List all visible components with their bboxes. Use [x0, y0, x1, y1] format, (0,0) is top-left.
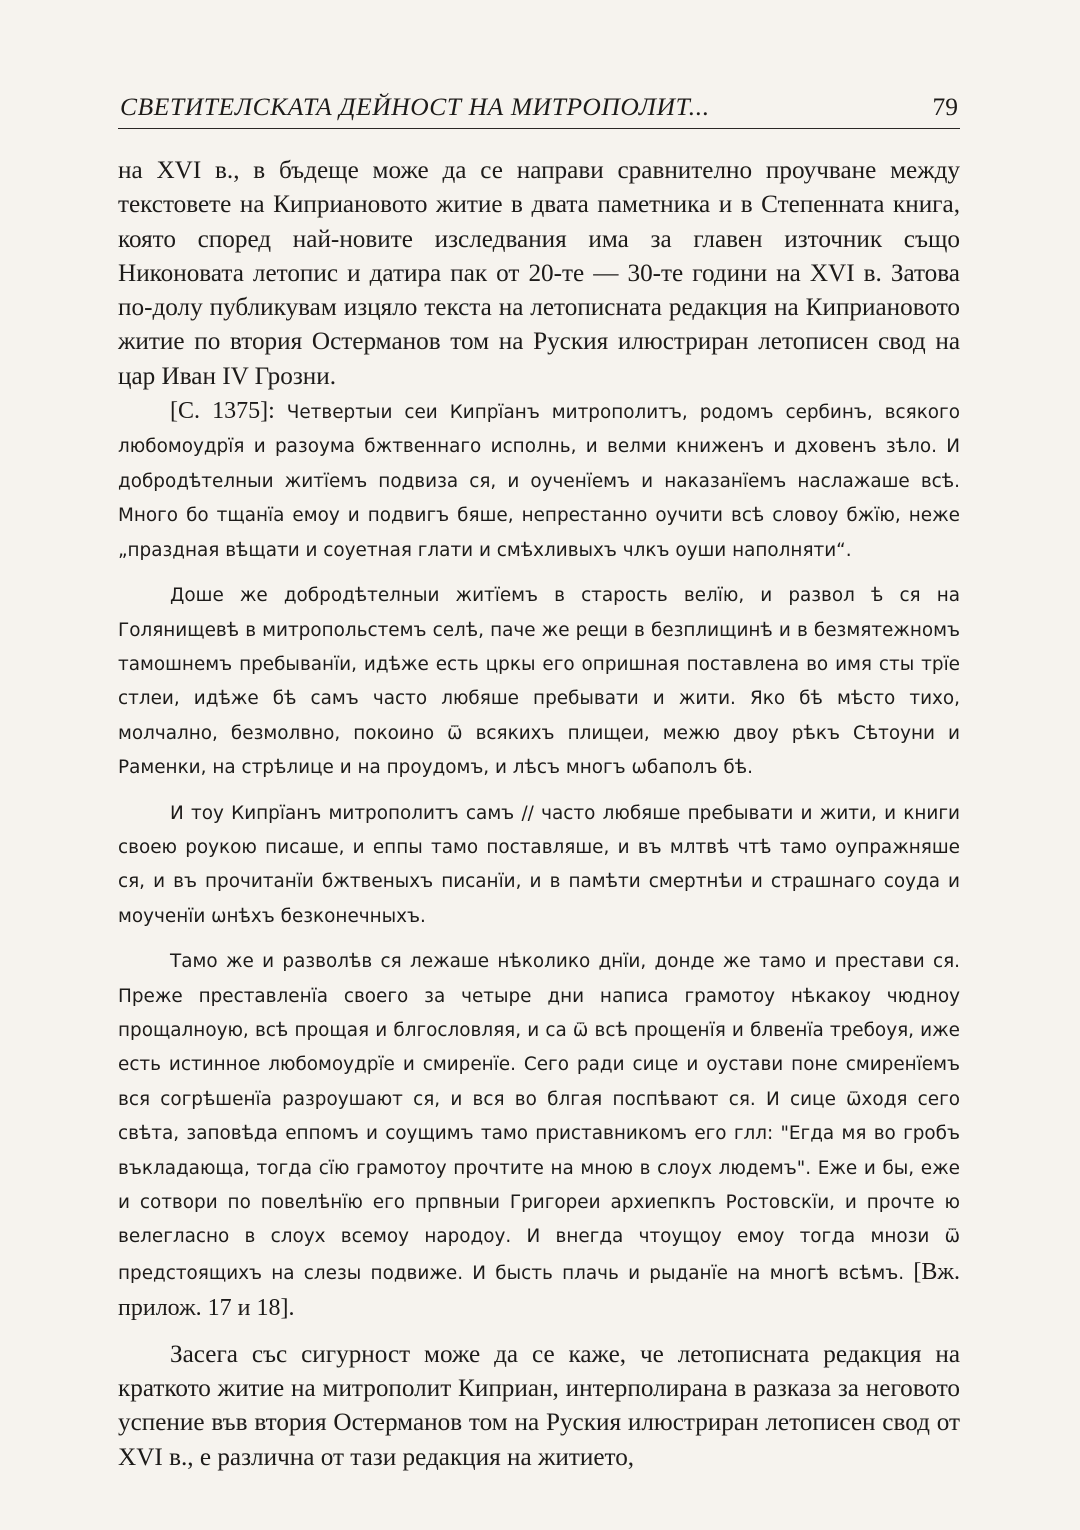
conclusion-paragraph: Засега със сигурност може да се каже, че летописната редакция на краткото житие на митрополит Киприан, интерполирана в разказа за неговото успение във втория Остерманов том на Руския илюстриран летописен свод от XVI в., е различна от тази редакция на житието,	[118, 1340, 960, 1471]
slavonic-quote-paragraph	[118, 945, 960, 1327]
page-number: 79	[932, 92, 958, 121]
running-header	[118, 92, 960, 129]
slavonic-quote-text: Четвертыи сеи Кипрїанъ митрополитъ, родомъ сербинъ, всякого любомоудрїя и разоума бжтвеннаго исполнь, и велми книженъ и дховенъ зѣло. И добродѣтелныи житїемъ подвиза ся, и оученїемъ и наказанїемъ наслажаше всѣ. Много бо тщанїа емоу и подвигъ бяше, непрестанно оучити всѣ словоу бжїю, неже „праздная вѣщати и соуетная глати и смѣхливыхъ члкъ оуши наполняти“.	[118, 402, 960, 561]
appendix-reference: [Вж. прилож. 17 и 18].	[118, 1258, 960, 1322]
slavonic-quote-paragraph: И тоу Кипрїанъ митрополитъ самъ // часто любяше пребывати и жити, и книги своею роукою писаше, и еппы тамо поставляше, и въ млтвѣ чтѣ тамо оупражняше ся, и въ прочитанїи бжтвеныхъ писанїи, и в памѣти смертнѣи и страшнаго соуда и моученїи ѡнѣхъ безконечныхъ.	[118, 802, 960, 927]
running-header-title: СВЕТИТЕЛСКАТА ДЕЙНОСТ НА МИТРОПОЛИТ...	[120, 92, 710, 121]
slavonic-quote-paragraph: Доше же добродѣтелныи житїемъ в старость велїю, и развол ѣ ся на Голянищевѣ в митропольстемъ селѣ, паче же рещи в безплищинѣ и в безмятежномъ тамошнемъ пребыванїи, идѣже есть цркы его опришная поставлена во имя сты трїе стлеи, идѣже бѣ самъ часто любяше пребывати и жити. Яко бѣ мѣсто тихо, молчално, безмолвно, покоино ѿ всякихъ плищеи, межю двоу рѣкъ Сѣтоуни и Раменки, на стрѣлице и на проудомъ, и лѣсъ многъ ѡбаполъ бѣ.	[118, 585, 960, 779]
slavonic-quote-paragraph	[118, 394, 960, 568]
page-body	[118, 154, 960, 1475]
slavonic-quote-text: Тамо же и разволѣв ся лежаше нѣколико днїи, донде же тамо и престави ся. Преже преставленїа своего за четыре дни написа грамотоу нѣкакоу чюдноу прощалноую, всѣ прощая и блгословляя, и са ѿ всѣ прощенїя и блвенїа требоуя, иже есть истинное любомоудрїе и смиренїе. Сего ради сице и оустави поне смиренїемъ вся согрѣшенїа разроушают ся, и вся во блгая поспѣвают ся. И сице ѿходя сего свѣта, заповѣда еппомъ и соущимъ тамо приставникомъ его глл: "Егда мя во гробъ въкладающа, тогда сїю грамотоу прочтите на мною в слоух людемъ". Еже и бы, еже и сотвори по повелѣнїю его прпвныи Григореи архиепкпъ Ростовскїи, и прочте ю велегласно в слоух всемоу народоу. И внегда чтоущоу емоу тогда мнози ѿ предстоящихъ на слезы подвиже. И бысть плачь и рыданїе на многѣ всѣмъ.	[118, 951, 960, 1284]
source-reference: [С. 1375]:	[170, 398, 275, 425]
intro-paragraph: на XVI в., в бъдеще може да се направи сравнително проучване между текстовете на Киприановото житие в двата паметника и в Степенната книга, която според най-новите изследвания има за главен източник също Никоновата летопис и датира пак от 20-те — 30-те години на XVI в. Затова по-долу публикувам изцяло текста на летописната редакция на Киприановото житие по втория Остерманов том на Руския илюстриран летописен свод на цар Иван IV Грозни.	[118, 157, 960, 390]
